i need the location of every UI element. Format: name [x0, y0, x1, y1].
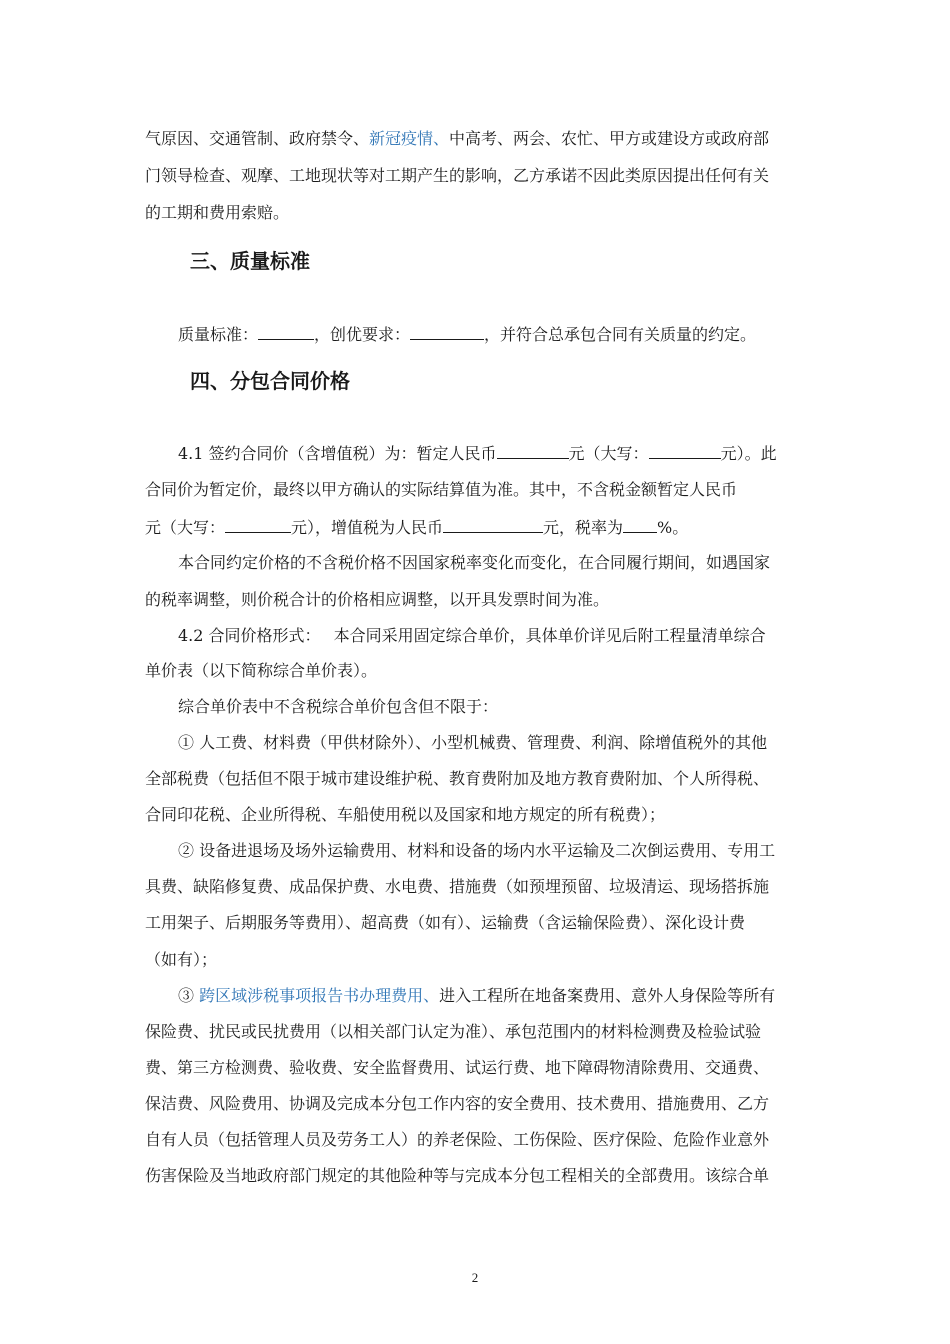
list-item-2-line: 具费、缺陷修复费、成品保护费、水电费、措施费（如预埋预留、垃圾清运、现场搭拆施	[145, 877, 770, 896]
text-span: 气原因、交通管制、政府禁令、	[145, 129, 370, 148]
text-span: ，创优要求：	[314, 325, 411, 344]
text-span: 进入工程所在地备案费用、意外人身保险等所有	[439, 986, 776, 1005]
list-item-2-line: （如有）；	[145, 950, 218, 969]
text-span: 质量标准：	[178, 325, 259, 344]
page-number: 2	[471, 1270, 479, 1285]
paragraph-line: 4.2 合同价格形式： 本合同采用固定综合单价，具体单价详见后附工程量清单综合	[178, 626, 766, 645]
paragraph-line: 综合单价表中不含税综合单价包含但不限于：	[178, 697, 499, 716]
paragraph-line: 本合同约定价格的不含税价格不因国家税率变化而变化，在合同履行期间，如遇国家	[178, 553, 771, 572]
hyperlink-cross-region-tax[interactable]: 跨区域涉税事项报告书办理费用、	[199, 986, 440, 1005]
blank-field	[497, 443, 569, 459]
text-span: 元）。此	[720, 444, 777, 463]
list-item-3-line: 伤害保险及当地政府部门规定的其他险种等与完成本分包工程相关的全部费用。该综合单	[145, 1166, 770, 1185]
paragraph-line	[145, 517, 688, 538]
blank-field	[225, 517, 291, 533]
paragraph-line: 合同价为暂定价，最终以甲方确认的实际结算值为准。其中，不含税金额暂定人民币	[145, 480, 738, 499]
paragraph-line: 的税率调整，则价税合计的价格相应调整，以开具发票时间为准。	[145, 590, 610, 609]
list-item-2-line: 工用架子、后期服务等费用）、超高费（如有）、运输费（含运输保险费）、深化设计费	[145, 913, 746, 932]
paragraph-line: 门领导检查、观摩、工地现状等对工期产生的影响，乙方承诺不因此类原因提出任何有关	[145, 166, 770, 185]
text-span: 元（大写：	[568, 444, 649, 463]
paragraph-line: 单价表（以下简称综合单价表）。	[145, 661, 378, 680]
hyperlink-covid[interactable]: 新冠疫情、	[369, 129, 450, 148]
section-heading-price: 四、分包合同价格	[190, 369, 350, 393]
blank-field	[258, 324, 314, 340]
list-item-2-line: ② 设备进退场及场外运输费用、材料和设备的场内水平运输及二次倒运费用、专用工	[178, 841, 776, 860]
text-span: 中高考、两会、农忙、甲方或建设方或政府部	[449, 129, 770, 148]
list-item-3-line: 保险费、扰民或民扰费用（以相关部门认定为准）、承包范围内的材料检测费及检验试验	[145, 1022, 762, 1041]
text-span: 元），增值税为人民币	[291, 518, 444, 537]
text-span: 元，税率为	[543, 518, 624, 537]
list-item-3-line	[178, 986, 775, 1006]
list-item-1-line: 全部税费（包括但不限于城市建设维护税、教育费附加及地方教育费附加、个人所得税、	[145, 769, 770, 788]
list-item-3-line: 保洁费、风险费用、协调及完成本分包工作内容的安全费用、技术费用、措施费用、乙方	[145, 1094, 770, 1113]
text-span: ，并符合总承包合同有关质量的约定。	[484, 325, 757, 344]
list-item-1-line: ① 人工费、材料费（甲供材除外）、小型机械费、管理费、利润、除增值税外的其他	[178, 733, 768, 752]
paragraph-line	[178, 443, 777, 464]
blank-field	[623, 517, 657, 533]
blank-field	[410, 324, 484, 340]
quality-standard-line	[178, 324, 756, 345]
blank-field	[443, 517, 543, 533]
paragraph-line	[145, 129, 769, 149]
section-heading-quality: 三、质量标准	[190, 249, 310, 273]
text-span: 4.1 签约合同价（含增值税）为：暂定人民币	[178, 444, 497, 463]
text-span: %。	[657, 518, 689, 537]
text-span: 元（大写：	[145, 518, 226, 537]
list-item-3-line: 费、第三方检测费、验收费、安全监督费用、试运行费、地下障碍物清除费用、交通费、	[145, 1058, 770, 1077]
paragraph-line: 的工期和费用索赔。	[145, 203, 290, 222]
text-span: ③	[178, 986, 200, 1005]
list-item-1-line: 合同印花税、企业所得税、车船使用税以及国家和地方规定的所有税费）；	[145, 805, 666, 824]
blank-field	[649, 443, 721, 459]
list-item-3-line: 自有人员（包括管理人员及劳务工人）的养老保险、工伤保险、医疗保险、危险作业意外	[145, 1130, 770, 1149]
